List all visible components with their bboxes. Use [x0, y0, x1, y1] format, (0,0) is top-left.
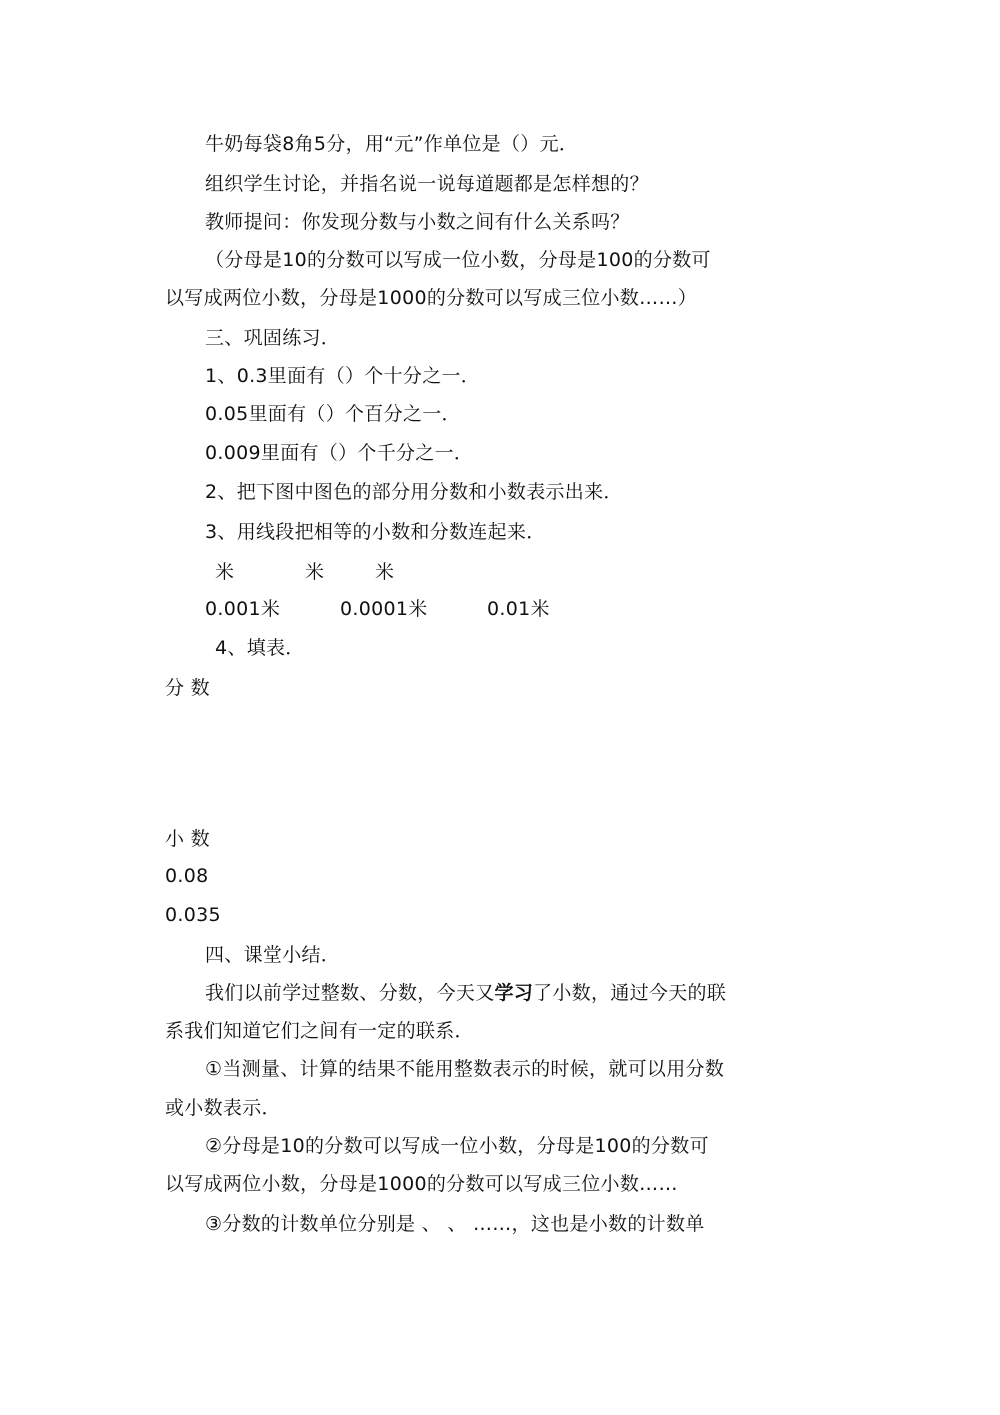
summary-point-3-line-1: ③分数的计数单位分别是 、 、 ……，这也是小数的计数单 [205, 1213, 705, 1235]
summary-text-c: 了小数，通过今天的联 [533, 982, 727, 1004]
summary-point-1-line-1: ①当测量、计算的结果不能用整数表示的时候，就可以用分数 [205, 1058, 725, 1080]
relation-answer-line-2: 以写成两位小数，分母是1000的分数可以写成三位小数……） [165, 287, 698, 309]
exercise-4: 4、填表． [215, 637, 305, 659]
summary-text-a: 我们以前学过整数、分数，今天又 [205, 982, 495, 1004]
fraction-unit-2: 米 [305, 561, 325, 583]
decimal-option-3: 0.01米 [487, 598, 550, 620]
exercise-1-thousandths: 0.009里面有（）个千分之一． [205, 442, 474, 464]
table-value-2: 0.035 [165, 904, 221, 926]
relation-answer-line-1: （分母是10的分数可以写成一位小数，分母是100的分数可 [205, 249, 711, 271]
exercise-1-hundredths: 0.05里面有（）个百分之一． [205, 403, 461, 425]
summary-text-bold: 学习 [494, 982, 534, 1004]
table-label-decimal: 小 数 [165, 828, 210, 850]
milk-price-question: 牛奶每袋8角5分，用“元”作单位是（）元． [205, 133, 579, 155]
summary-point-1-line-2: 或小数表示． [165, 1097, 281, 1119]
exercise-2: 2、把下图中图色的部分用分数和小数表示出来． [205, 481, 623, 503]
section-heading-summary: 四、课堂小结． [205, 944, 341, 966]
table-label-fraction: 分 数 [165, 677, 210, 699]
summary-point-2-line-2: 以写成两位小数，分母是1000的分数可以写成三位小数…… [165, 1173, 678, 1195]
table-value-1: 0.08 [165, 865, 209, 887]
summary-point-2-line-1: ②分母是10的分数可以写成一位小数，分母是100的分数可 [205, 1135, 709, 1157]
discussion-instruction: 组织学生讨论，并指名说一说每道题都是怎样想的？ [205, 173, 649, 195]
decimal-option-2: 0.0001米 [340, 598, 428, 620]
fraction-unit-3: 米 [375, 561, 395, 583]
exercise-1-tenths: 1、0.3里面有（）个十分之一． [205, 365, 481, 387]
fraction-unit-1: 米 [215, 561, 235, 583]
decimal-option-1: 0.001米 [205, 598, 281, 620]
summary-paragraph-line-1 [205, 981, 726, 1005]
teacher-question: 教师提问：你发现分数与小数之间有什么关系吗？ [205, 211, 630, 233]
section-heading-practice: 三、巩固练习． [205, 327, 341, 349]
exercise-3: 3、用线段把相等的小数和分数连起来． [205, 521, 546, 543]
summary-paragraph-line-2: 系我们知道它们之间有一定的联系． [165, 1020, 474, 1042]
